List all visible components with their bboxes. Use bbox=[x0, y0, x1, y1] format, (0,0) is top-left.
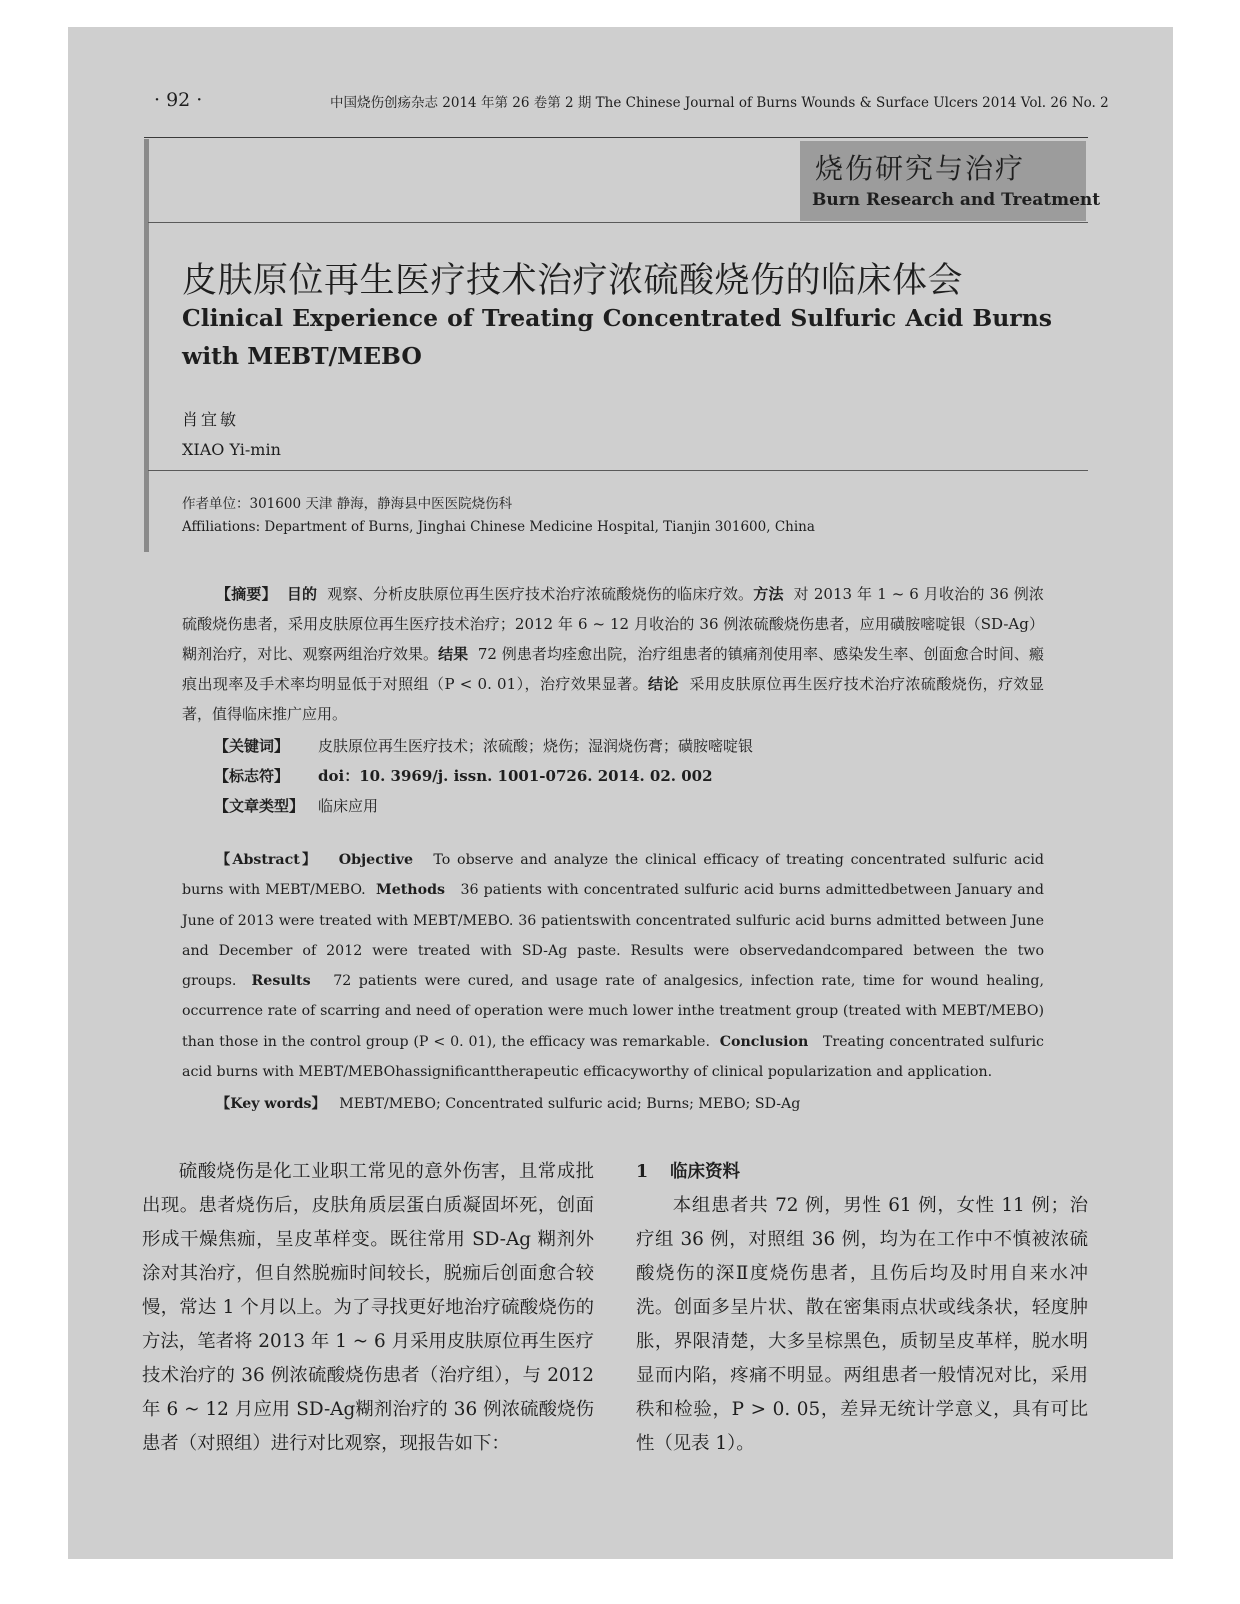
section-title: 临床资料 bbox=[670, 1162, 740, 1182]
methods-zh-label: 方法 bbox=[753, 585, 784, 603]
page-number: · 92 · bbox=[154, 89, 203, 111]
title-block-side-bar bbox=[144, 139, 149, 552]
abstract-zh bbox=[182, 579, 1044, 729]
author-divider bbox=[148, 470, 1088, 471]
article-title-en: Clinical Experience of Treating Concentrated Sulfuric Acid Burns with MEBT/MEBO bbox=[182, 304, 1052, 370]
author-name-zh: 肖宜敏 bbox=[182, 410, 240, 429]
abstract-en-label: 【Abstract】 bbox=[216, 852, 319, 868]
objective-en-text: To observe and analyze the clinical efficacy of treating concentrated sulfuric acid burns with MEBT/MEBO. bbox=[182, 852, 1045, 899]
doi-label: 【标志符】 bbox=[214, 767, 290, 785]
results-zh-text: 72 例患者均痊愈出院，治疗组患者的镇痛剂使用率、感染发生率、创面愈合时间、瘢痕出现率及手术率均明显低于对照组（P < 0. 01），治疗效果显著。 bbox=[182, 645, 1044, 693]
objective-zh-label: 目的 bbox=[286, 585, 318, 603]
results-en-text: 72 patients were cured, and usage rate of analgesics, infection rate, time for wound healing, occurrence rate of scarring and need of operation were much lower inthe treatment group (treated with MEBT/MEBO) than those in the control group (P < 0. 01), the efficacy was remarkable. bbox=[182, 973, 1044, 1050]
journal-page bbox=[68, 27, 1173, 1559]
methods-zh-text: 对 2013 年 1 ~ 6 月收治的 36 例浓硫酸烧伤患者，采用皮肤原位再生医疗技术治疗；2012 年 6 ~ 12 月收治的 36 例浓硫酸烧伤患者，应用磺胺嘧啶银（SD-Ag）糊剂治疗，对比、观察两组治疗效果。 bbox=[182, 585, 1044, 663]
conclusion-en-text: Treating concentrated sulfuric acid burns with MEBT/MEBOhassignificanttherapeutic efficacyworthy of clinical popularization and application. bbox=[182, 1033, 1044, 1081]
author-name-en: XIAO Yi-min bbox=[182, 440, 281, 459]
affiliation-zh: 作者单位：301600 天津 静海，静海县中医医院烧伤科 bbox=[182, 496, 513, 512]
article-type-label: 【文章类型】 bbox=[214, 797, 305, 815]
keywords-en-text: MEBT/MEBO; Concentrated sulfuric acid; Burns; MEBO; SD-Ag bbox=[339, 1096, 801, 1112]
body-column-right bbox=[636, 1155, 1088, 1461]
affiliation-en: Affiliations: Department of Burns, Jinghai Chinese Medicine Hospital, Tianjin 301600, China bbox=[182, 519, 815, 535]
results-zh-label: 结果 bbox=[438, 645, 469, 663]
objective-zh-text: 观察、分析皮肤原位再生医疗技术治疗浓硫酸烧伤的临床疗效。 bbox=[327, 585, 754, 603]
clinical-data-paragraph: 本组患者共 72 例，男性 61 例，女性 11 例；治疗组 36 例，对照组 36 例，均为在工作中不慎被浓硫酸烧伤的深Ⅱ度烧伤患者，且伤后均及时用自来水冲洗。创面多呈片状、散在密集雨点状或线条状，轻度肿胀，界限清楚，大多呈棕黑色，质韧呈皮革样，脱水明显而内陷，疼痛不明显。两组患者一般情况对比，采用秩和检验，P > 0. 05，差异无统计学意义，具有可比性（见表 1）。 bbox=[636, 1195, 1088, 1454]
keywords-zh-label: 【关键词】 bbox=[214, 737, 290, 755]
section-label-en: Burn Research and Treatment bbox=[812, 190, 1101, 210]
running-head: 中国烧伤创疡杂志 2014 年第 26 卷第 2 期 The Chinese Journal of Burns Wounds & Surface Ulcers 2014 Vol. 26 No. 2 bbox=[330, 95, 1109, 111]
conclusion-en-label: Conclusion bbox=[719, 1033, 809, 1050]
section-heading bbox=[636, 1155, 1088, 1189]
doi-link[interactable]: doi：10. 3969/j. issn. 1001-0726. 2014. 02. 002 bbox=[318, 767, 713, 785]
doi-row bbox=[214, 765, 713, 786]
section-number: 1 bbox=[636, 1162, 649, 1182]
conclusion-zh-text: 采用皮肤原位再生医疗技术治疗浓硫酸烧伤，疗效显著，值得临床推广应用。 bbox=[182, 675, 1044, 723]
keywords-zh-text: 皮肤原位再生医疗技术；浓硫酸；烧伤；湿润烧伤膏；磺胺嘧啶银 bbox=[318, 737, 754, 755]
keywords-zh bbox=[214, 735, 753, 756]
section-label-zh: 烧伤研究与治疗 bbox=[815, 152, 1026, 185]
abstract-zh-label: 【摘要】 bbox=[216, 585, 277, 603]
article-type-row bbox=[214, 795, 378, 816]
title-divider bbox=[148, 222, 1088, 223]
conclusion-zh-label: 结论 bbox=[648, 675, 679, 693]
article-title-zh: 皮肤原位再生医疗技术治疗浓硫酸烧伤的临床体会 bbox=[182, 261, 964, 301]
article-type-text: 临床应用 bbox=[318, 797, 379, 815]
methods-en-label: Methods bbox=[376, 882, 445, 899]
keywords-en-label: 【Key words】 bbox=[216, 1096, 326, 1112]
methods-en-text: 36 patients with concentrated sulfuric acid burns admittedbetween January and June of 2013 were treated with MEBT/MEBO. 36 patientswith concentrated sulfuric acid burns admitted between June and December of 2012 were treated with SD-Ag paste. Results were observedandcompared between the two groups. bbox=[182, 882, 1044, 990]
objective-en-label: Objective bbox=[338, 852, 414, 868]
keywords-en bbox=[216, 1093, 800, 1113]
results-en-label: Results bbox=[251, 973, 311, 990]
body-column-left bbox=[142, 1155, 594, 1461]
intro-paragraph: 硫酸烧伤是化工业职工常见的意外伤害，且常成批出现。患者烧伤后，皮肤角质层蛋白质凝固坏死，创面形成干燥焦痂，呈皮革样变。既往常用 SD-Ag 糊剂外涂对其治疗，但自然脱痂时间较长，脱痂后创面愈合较慢，常达 1 个月以上。为了寻找更好地治疗硫酸烧伤的方法，笔者将 2013 年 1 ~ 6 月采用皮肤原位再生医疗技术治疗的 36 例浓硫酸烧伤患者（治疗组），与 2012 年 6 ~ 12 月应用 SD-Ag糊剂治疗的 36 例浓硫酸烧伤患者（对照组）进行对比观察，现报告如下： bbox=[142, 1161, 594, 1454]
abstract-en bbox=[182, 845, 1044, 1087]
header-rule bbox=[144, 137, 1088, 138]
